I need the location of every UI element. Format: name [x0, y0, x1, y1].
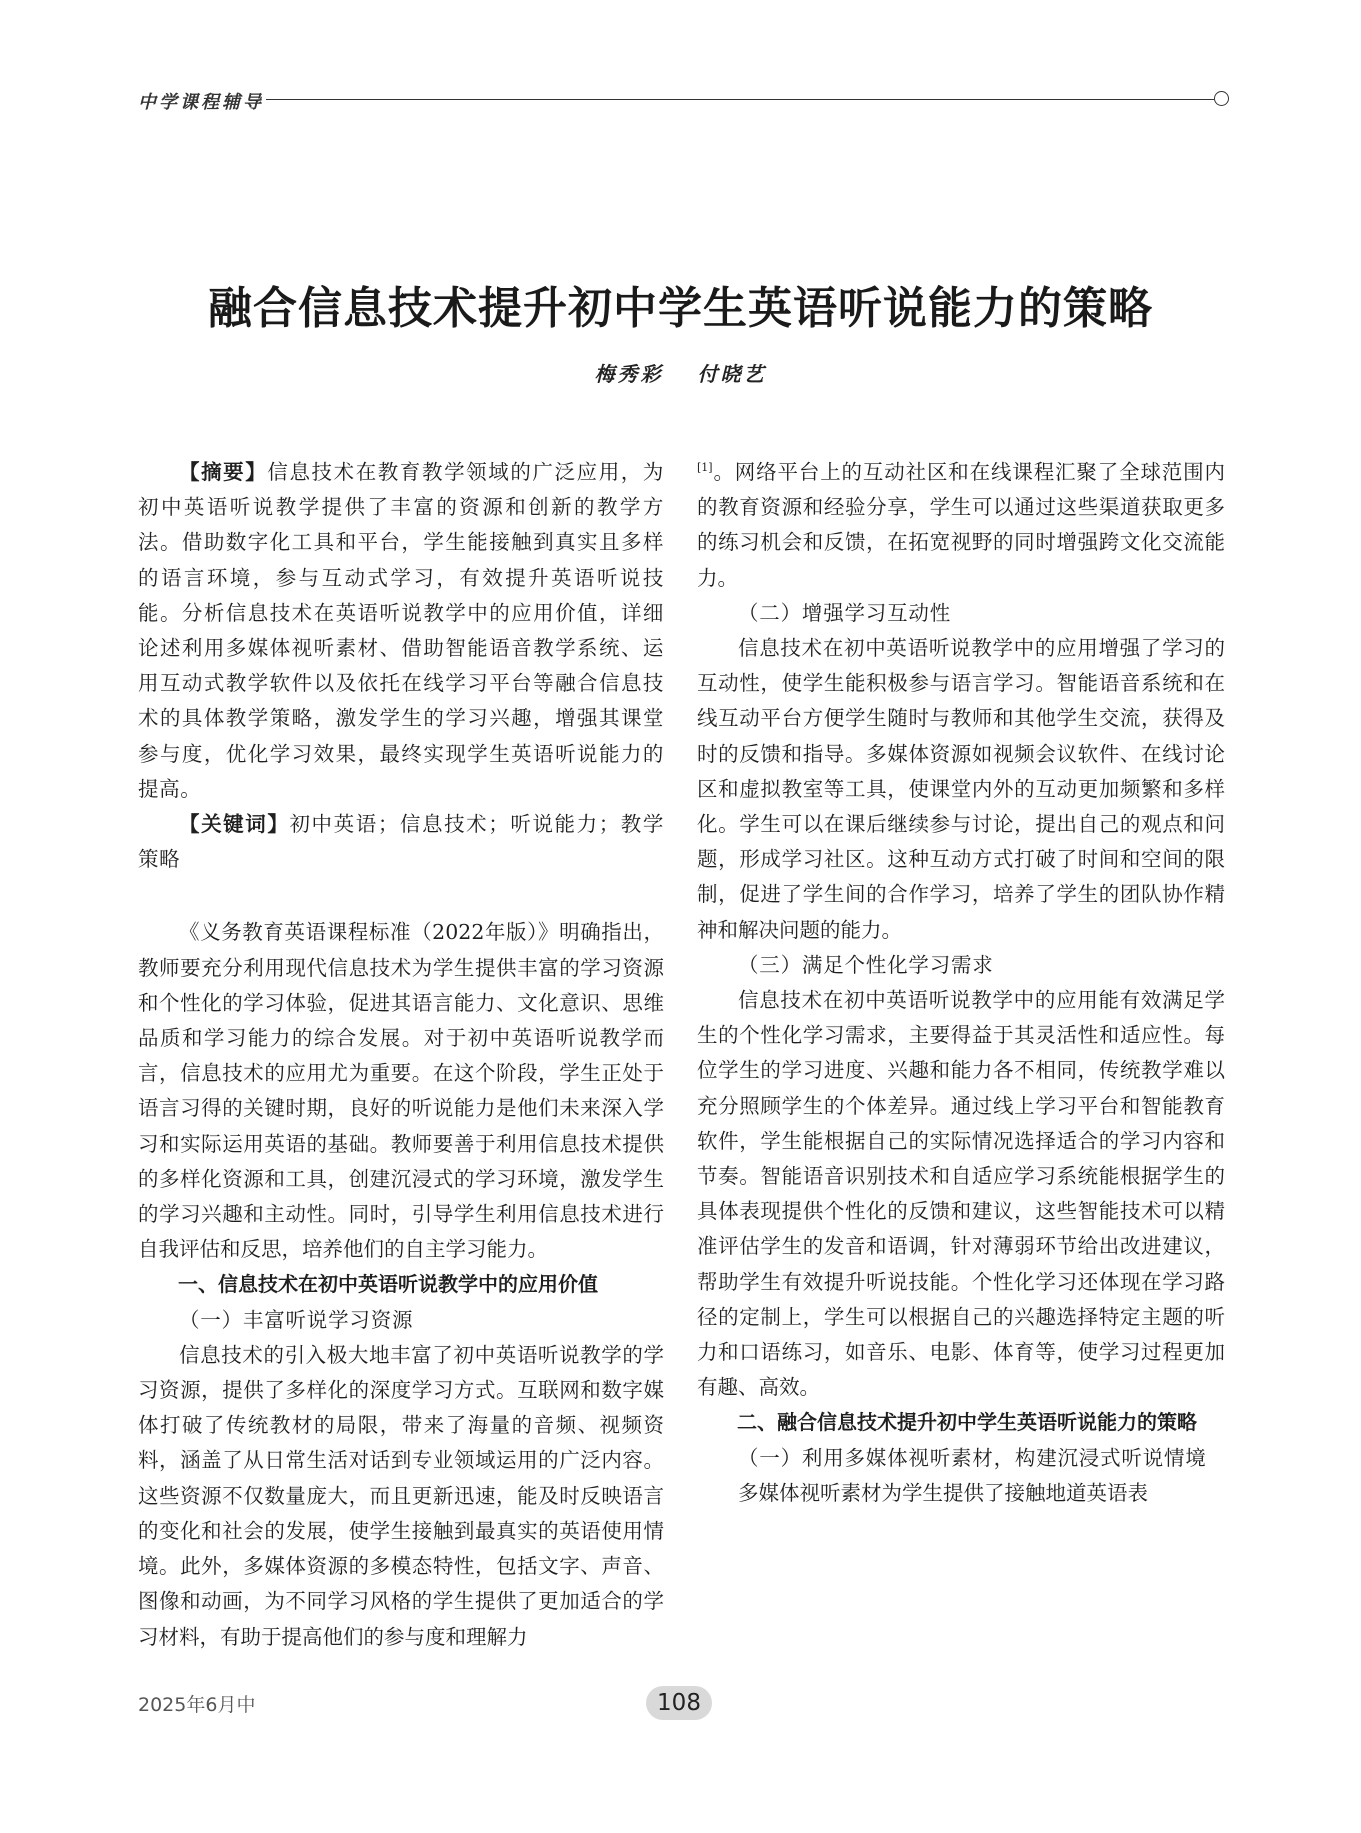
section-1-heading: 一、信息技术在初中英语听说教学中的应用价值 [178, 1272, 598, 1297]
section-1-3-heading: （三）满足个性化学习需求 [738, 952, 994, 977]
section-2-1-paragraph: 多媒体视听素材为学生提供了接触地道英语表 [738, 1480, 1148, 1505]
issue-date: 2025年6月中 [138, 1694, 256, 1716]
keywords-label: 【关键词】 [179, 812, 290, 837]
intro-paragraph: 《义务教育英语课程标准（2022年版）》明确指出，教师要充分利用现代信息技术为学生提供丰富的学习资源和个性化的学习体验，促进其语言能力、文化意识、思维品质和学习能力的综合发展。对于初中英语听说教学而言，信息技术的应用尤为重要。在这个阶段，学生正处于语言习得的关键时期，良好的听说能力是他们未来深入学习和实际运用英语的基础。教师要善于利用信息技术提供的多样化资源和工具，创建沉浸式的学习环境，激发学生的学习兴趣和主动性。同时，引导学生利用信息技术进行自我评估和反思，培养他们的自主学习能力。 [138, 920, 664, 1262]
article-title: 融合信息技术提升初中学生英语听说能力的策略 [208, 283, 1153, 334]
section-2-1-heading: （一）利用多媒体视听素材，构建沉浸式听说情境 [738, 1445, 1207, 1470]
keywords [138, 807, 664, 877]
abstract-label: 【摘要】 [179, 460, 268, 484]
left-column [138, 455, 664, 1655]
section-1-2-heading: （二）增强学习互动性 [738, 600, 951, 625]
section-1-1-paragraph-continuation: 。网络平台上的互动社区和在线课程汇聚了全球范围内的教育资源和经验分享，学生可以通过这些渠道获取更多的练习机会和反馈，在拓宽视野的同时增强跨文化交流能力。 [697, 460, 1225, 590]
section-1-3-paragraph: 信息技术在初中英语听说教学中的应用能有效满足学生的个性化学习需求，主要得益于其灵活性和适应性。每位学生的学习进度、兴趣和能力各不相同，传统教学难以充分照顾学生的个体差异。通过线上学习平台和智能教育软件，学生能根据自己的实际情况选择适合的学习内容和节奏。智能语音识别技术和自适应学习系统能根据学生的具体表现提供个性化的反馈和建议，这些智能技术可以精准评估学生的发音和语调，针对薄弱环节给出改进建议，帮助学生有效提升听说技能。个性化学习还体现在学习路径的定制上，学生可以根据自己的兴趣选择特定主题的听力和口语练习，如音乐、电影、体育等，使学习过程更加有趣、高效。 [697, 988, 1225, 1400]
abstract-text: 信息技术在教育教学领域的广泛应用，为初中英语听说教学提供了丰富的资源和创新的教学方法。借助数字化工具和平台，学生能接触到真实且多样的语言环境，参与互动式学习，有效提升英语听说技能。分析信息技术在英语听说教学中的应用价值，详细论述利用多媒体视听素材、借助智能语音教学系统、运用互动式教学软件以及依托在线学习平台等融合信息技术的具体教学策略，激发学生的学习兴趣，增强其课堂参与度，优化学习效果，最终实现学生英语听说能力的提高。 [138, 460, 664, 801]
citation-1: [1] [697, 461, 713, 475]
header-rule [266, 99, 1214, 100]
article-authors: 梅秀彩 付晓艺 [594, 362, 767, 386]
section-1-1-heading: （一）丰富听说学习资源 [179, 1307, 414, 1332]
keywords-text: 初中英语；信息技术；听说能力；教学策略 [138, 812, 664, 872]
section-2-heading: 二、融合信息技术提升初中学生英语听说能力的策略 [737, 1410, 1197, 1435]
page-number-badge: 108 [646, 1686, 712, 1720]
journal-name: 中学课程辅导 [138, 92, 264, 113]
section-1-2-paragraph: 信息技术在初中英语听说教学中的应用增强了学习的互动性，使学生能积极参与语言学习。智能语音系统和在线互动平台方便学生随时与教师和其他学生交流，获得及时的反馈和指导。多媒体资源如视频会议软件、在线讨论区和虚拟教室等工具，使课堂内外的互动更加频繁和多样化。学生可以在课后继续参与讨论，提出自己的观点和问题，形成学习社区。这种互动方式打破了时间和空间的限制，促进了学生间的合作学习，培养了学生的团队协作精神和解决问题的能力。 [697, 636, 1225, 942]
abstract-spacer [138, 877, 664, 915]
abstract [138, 455, 664, 877]
running-head [138, 88, 1228, 118]
section-1-1-paragraph-part-a: 信息技术的引入极大地丰富了初中英语听说教学的学习资源，提供了多样化的深度学习方式。互联网和数字媒体打破了传统教材的局限，带来了海量的音频、视频资料，涵盖了从日常生活对话到专业领域运用的广泛内容。这些资源不仅数量庞大，而且更新迅速，能及时反映语言的变化和社会的发展，使学生接触到最真实的英语使用情境。此外，多媒体资源的多模态特性，包括文字、声音、图像和动画，为不同学习风格的学生提供了更加适合的学习材料，有助于提高他们的参与度和理解力 [138, 1342, 664, 1649]
header-circle-ornament [1214, 91, 1229, 106]
section-1-1-paragraph-part-b [697, 455, 1225, 596]
right-column [697, 455, 1225, 1511]
